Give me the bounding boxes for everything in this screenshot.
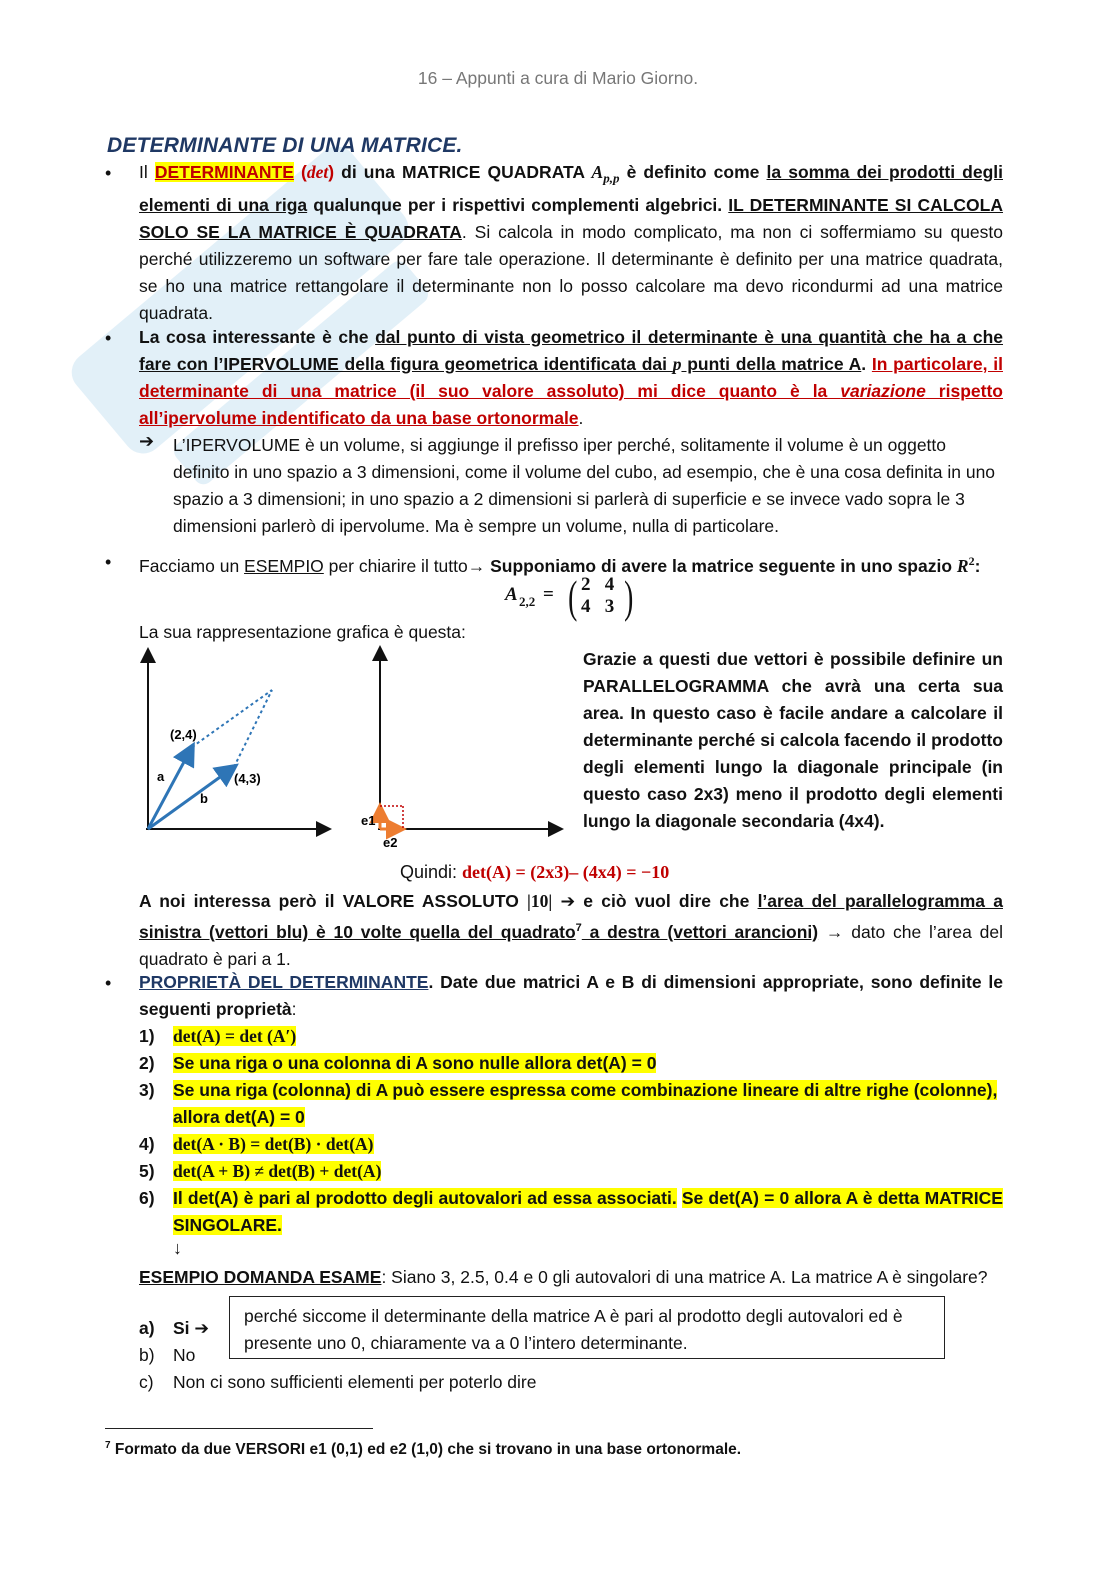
label-a: a [157, 769, 165, 784]
arrow-icon: → [825, 921, 844, 942]
paragraph-example: Facciamo un ESEMPIO per chiarire il tutto→ Supponiamo di avere la matrice seguente in uno spazio $R^2$: [139, 554, 981, 576]
vector-a [148, 747, 192, 829]
paragraph-absolute-value: A noi interessa però il VALORE ASSOLUTO |10| ➔ e ciò vuol dire che l’area del parallelogramma a sinistra (vettori blu) è 10 volte quella del quadrato$^7$ a destra (vettori arancioni) → dato che l’area del quadrato è pari a 1. [139, 891, 1003, 969]
label-e2: e2 [383, 835, 398, 850]
down-arrow-icon: ↓ [173, 1238, 182, 1258]
bullet-dot: • [105, 163, 112, 183]
paragraph-ipervolume: L’IPERVOLUME è un volume, si aggiunge il prefisso iper perché, solitamente il volume è un oggetto definito in uno spazio a 3 dimensioni, come il volume del cubo, ad esempio, che è una cosa definita in uno spazio a 3 dimensioni; in uno spazio a 2 dimensioni si parlerà di superficie e se invece vado sopra le 3 dimensioni parlerò di ipervolume. Ma è sempre un volume, nulla di particolare. [173, 435, 996, 536]
label-p24: (2,4) [170, 727, 197, 742]
side-explanation: Grazie a questi due vettori è possibile definire un PARALLELOGRAMMA che avrà una certa sua area. In questo caso è facile andare a calcolare il determinante perché si calcola facendo il prodotto degli elementi lungo la diagonale principale (in questo caso 2x3) meno il prodotto degli elementi lungo la diagonale secondaria (4x4). [583, 649, 1003, 831]
footnote-divider [105, 1428, 373, 1429]
option-a: a) Si ➔ [139, 1318, 210, 1338]
arrow-icon: ➔ [560, 891, 576, 911]
paragraph-properties-intro: PROPRIETÀ DEL DETERMINANTE. Date due matrici A e B di dimensioni appropriate, sono definite le seguenti proprietà: [139, 972, 1003, 1019]
paragraph-geometry: La cosa interessante è che dal punto di vista geometrico il determinante è una quantità che ha a che fare con l’IPERVOLUME della figura geometrica identificata dai p punti della matrice A. In particolare, il determinante di una matrice (il suo valore assoluto) mi dice quanto è la variazione rispetto all’ipervolume indentificato da una base ortonormale. [139, 327, 1003, 428]
label-p43: (4,3) [234, 771, 261, 786]
exam-question: ESEMPIO DOMANDA ESAME: Siano 3, 2.5, 0.4 e 0 gli autovalori di una matrice A. La matrice A è singolare? [139, 1267, 988, 1287]
result-formula: Quindi: det(A) = (2x3)– (4x4) = −10 [400, 862, 670, 882]
arrow-icon: ➔ [194, 1318, 210, 1338]
answer-box: perché siccome il determinante della matrice A è pari al prodotto degli autovalori ed è presente uno 0, chiaramente va a 0 l’intero determinante. [229, 1296, 945, 1359]
parallelogram-edge [234, 690, 272, 767]
bullet-dot: • [105, 973, 112, 993]
label-b: b [200, 791, 208, 806]
graph-caption: La sua rappresentazione grafica è questa: [139, 622, 466, 642]
page-header: 16 – Appunti a cura di Mario Giorno. [417, 68, 699, 88]
vector-graph-left [140, 645, 340, 840]
section-title: DETERMINANTE DI UNA MATRICE. [107, 134, 463, 157]
vector-graph-right [355, 645, 570, 855]
bullet-dot: • [105, 552, 112, 572]
option-b: b) No [139, 1345, 196, 1365]
arrow-icon: ➔ [139, 431, 155, 451]
paragraph-definition: Il DETERMINANTE (det) di una MATRICE QUADRATA $A_{p,p}$ è definito come la somma dei prodotti degli elementi di una riga qualunque per i rispettivi complementi algebrici. IL DETERMINANTE SI CALCOLA SOLO SE LA MATRICE È QUADRATA. Si calcola in modo complicato, ma non ci soffermiamo su questo perché utilizzeremo un software per fare tale operazione. Il determinante è definito per una matrice quadrata, se ho una matrice rettangolare il determinante non lo posso calcolare ma devo ricondurmi ad una matrice quadrata. [139, 162, 1003, 323]
option-c: c) Non ci sono sufficienti elementi per poterlo dire [139, 1372, 537, 1392]
parallelogram-edge [192, 690, 272, 747]
label-e1: e1 [361, 813, 376, 828]
bullet-dot: • [105, 328, 112, 348]
footnote: $^7$ Formato da due VERSORI e1 (0,1) ed e2 (1,0) che si trovano in una base ortonormale. [105, 1440, 742, 1459]
arrow-icon: → [467, 555, 486, 576]
